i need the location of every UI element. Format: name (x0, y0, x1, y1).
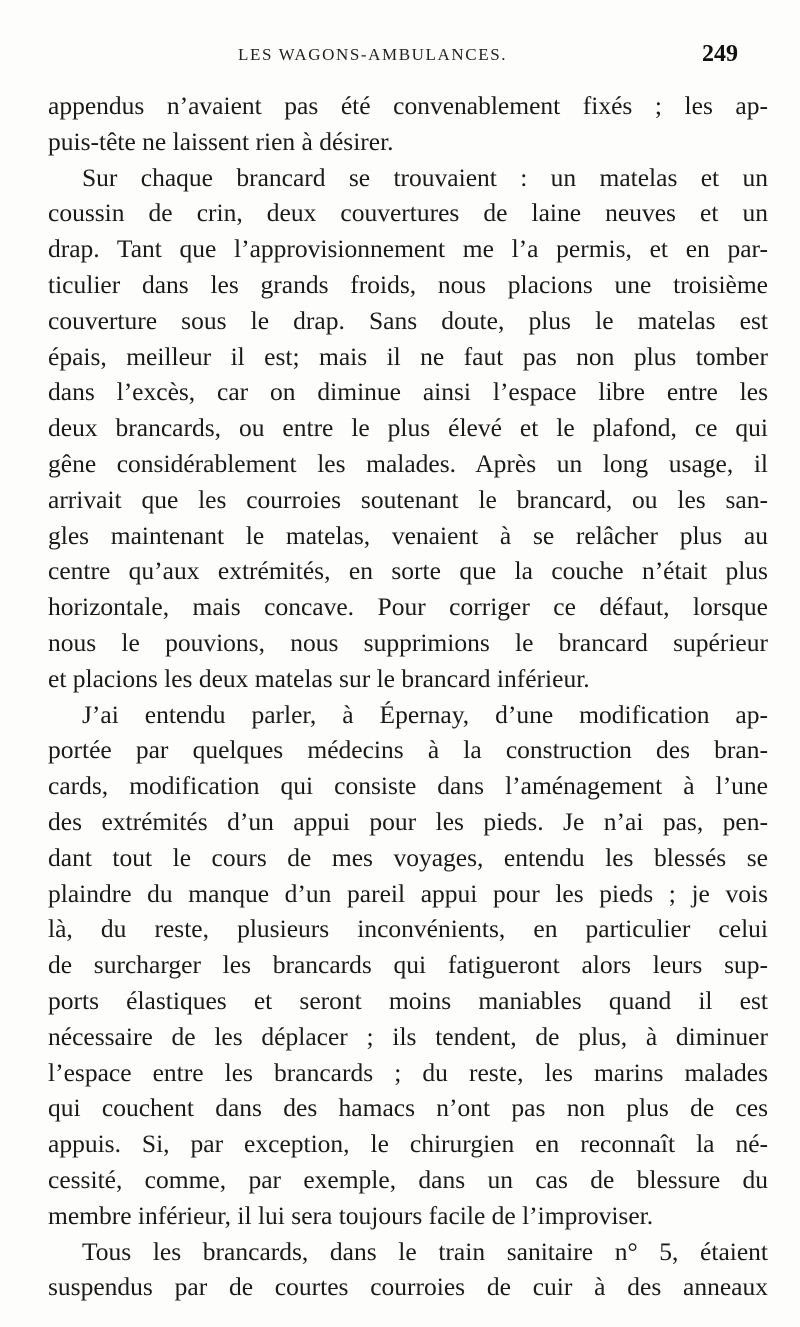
text-line: J’ai entendu parler, à Épernay, d’une modification ap- (82, 699, 768, 729)
text-line: appuis. Si, par exception, le chirurgien en reconnaît la né- (48, 1129, 768, 1159)
page-number: 249 (702, 41, 738, 67)
text-line: arrivait que les courroies soutenant le brancard, ou les san- (48, 484, 768, 514)
text-line: Tous les brancards, dans le train sanitaire n° 5, étaient (82, 1236, 768, 1266)
text-line: coussin de crin, deux couvertures de laine neuves et un (48, 198, 768, 228)
text-line: centre qu’aux extrémités, en sorte que la couche n’était plus (48, 556, 768, 586)
running-head: LES WAGONS-AMBULANCES. (238, 45, 508, 64)
text-line: nous le pouvions, nous supprimions le brancard supérieur (48, 627, 768, 657)
text-line: ticulier dans les grands froids, nous placions une troisième (48, 269, 768, 299)
text-line: deux brancards, ou entre le plus élevé et le plafond, ce qui (48, 413, 768, 443)
text-line: suspendus par de courtes courroies de cuir à des anneaux (48, 1272, 768, 1302)
text-line: des extrémités d’un appui pour les pieds. Je n’ai pas, pen- (48, 806, 768, 836)
text-line: ports élastiques et seront moins maniables quand il est (48, 985, 768, 1015)
page-header (48, 41, 748, 75)
text-line: épais, meilleur il est; mais il ne faut pas non plus tomber (48, 341, 768, 371)
text-line: cessité, comme, par exemple, dans un cas de blessure du (48, 1164, 768, 1194)
text-line: l’espace entre les brancards ; du reste, les marins malades (48, 1057, 768, 1087)
text-line: dans l’excès, car on diminue ainsi l’espace libre entre les (48, 377, 768, 407)
text-line: couverture sous le drap. Sans doute, plus le matelas est (48, 305, 768, 335)
body-text (48, 88, 768, 1305)
text-line: cards, modification qui consiste dans l’aménagement à l’une (48, 771, 768, 801)
text-line: horizontale, mais concave. Pour corriger ce défaut, lorsque (48, 592, 768, 622)
text-line: membre inférieur, il lui sera toujours facile de l’improviser. (48, 1200, 654, 1230)
text-line: gêne considérablement les malades. Après un long usage, il (48, 448, 768, 478)
text-line: drap. Tant que l’approvisionnement me l’a permis, et en par- (48, 234, 768, 264)
text-line: qui couchent dans des hamacs n’ont pas non plus de ces (48, 1093, 768, 1123)
text-line: appendus n’avaient pas été convenablement fixés ; les ap- (48, 91, 768, 120)
text-line: plaindre du manque d’un pareil appui pour les pieds ; je vois (48, 878, 768, 908)
text-line: nécessaire de les déplacer ; ils tendent, de plus, à diminuer (48, 1021, 768, 1051)
text-line: dant tout le cours de mes voyages, entendu les blessés se (48, 842, 768, 872)
text-line: portée par quelques médecins à la construction des bran- (48, 735, 768, 765)
text-line: puis-tête ne laissent rien à désirer. (48, 126, 394, 156)
text-line: là, du reste, plusieurs inconvénients, en particulier celui (48, 914, 768, 944)
text-line: et placions les deux matelas sur le brancard inférieur. (48, 663, 590, 693)
text-line: gles maintenant le matelas, venaient à se relâcher plus au (48, 520, 768, 550)
text-line: de surcharger les brancards qui fatigueront alors leurs sup- (48, 950, 768, 980)
text-line: Sur chaque brancard se trouvaient : un matelas et un (82, 162, 768, 192)
